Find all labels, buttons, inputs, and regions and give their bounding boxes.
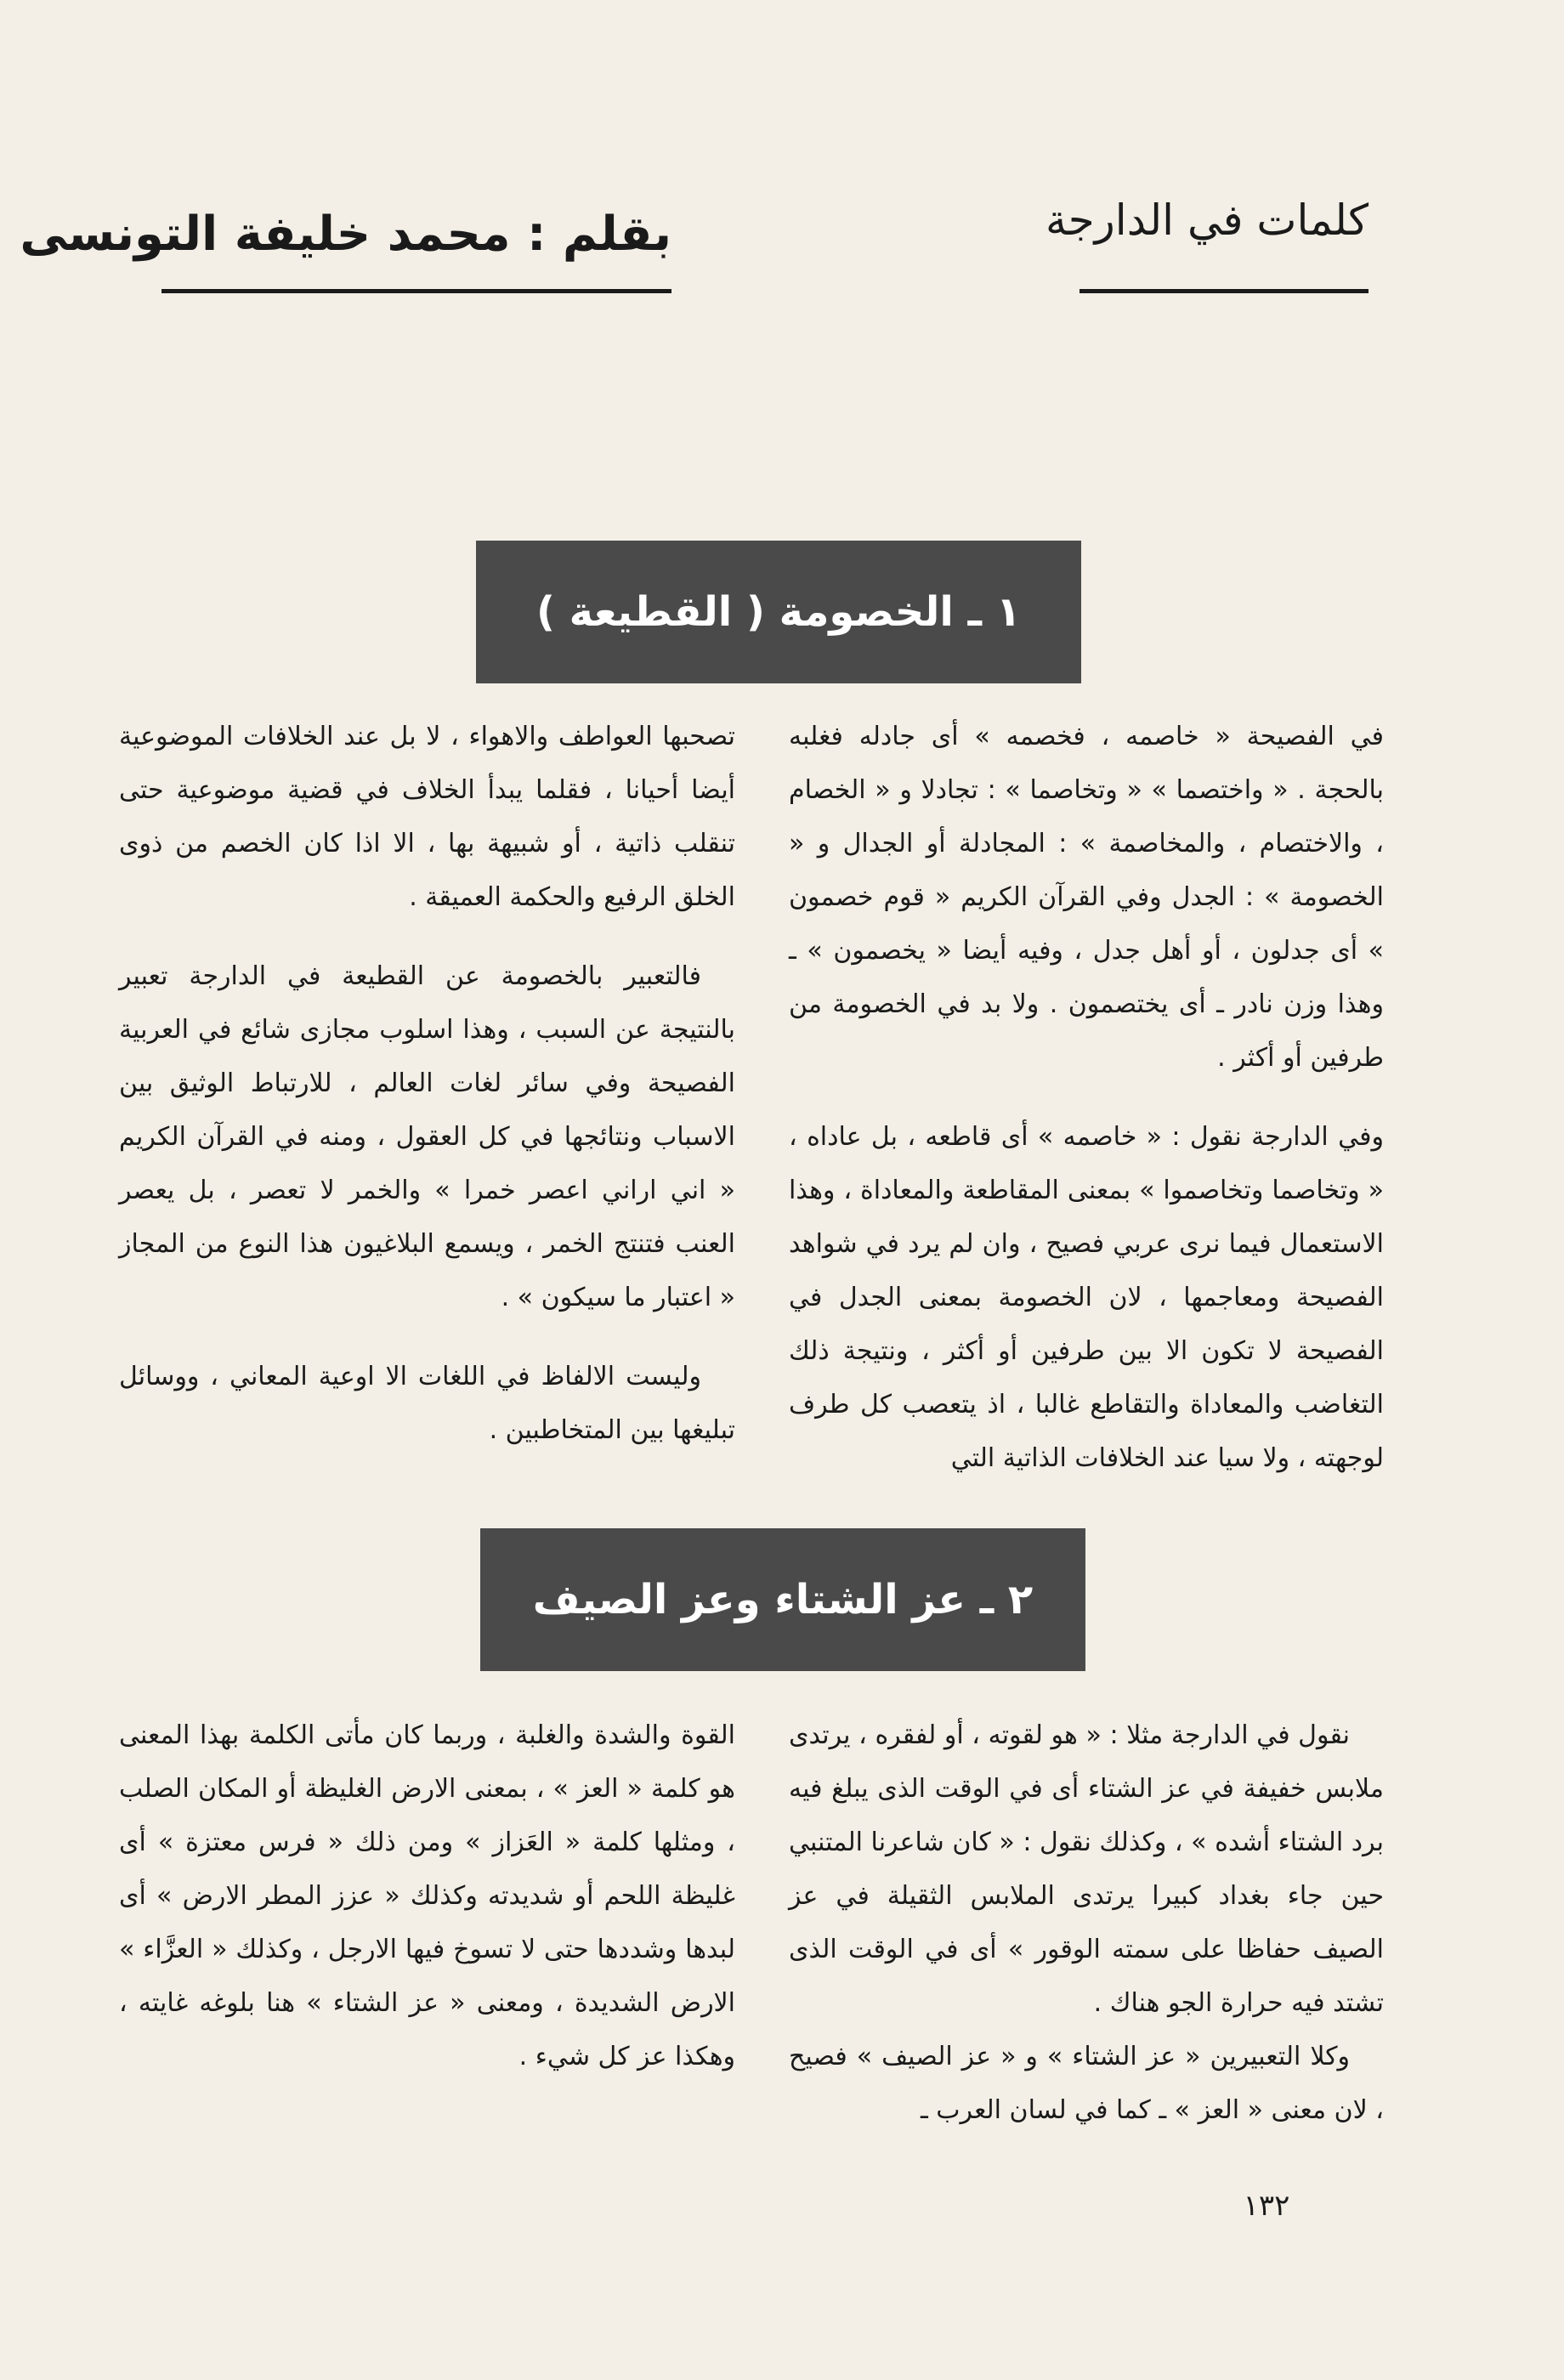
paragraph: نقول في الدارجة مثلا : « هو لقوته ، أو لفقره ، يرتدى ملابس خفيفة في عز الشتاء أى في الوقت الذى يبلغ فيه برد الشتاء أشده » ، وكذلك نقول : « كان شاعرنا المتنبي حين جاء بغداد كبيرا يرتدى الملابس الثقيلة في عز الصيف حفاظا على سمته الوقور » أى في الوقت الذى تشتد فيه حرارة الجو هناك . <box>789 1720 1384 2018</box>
section-1-right-column <box>789 710 1384 1485</box>
author-byline-underline <box>162 289 672 293</box>
section-2-right-column <box>789 1708 1384 2137</box>
section-2-left-column <box>119 1708 735 2083</box>
series-title-underline <box>1080 289 1368 293</box>
paragraph: وفي الدارجة نقول : « خاصمه » أى قاطعه ، بل عاداه ، « وتخاصما وتخاصموا » بمعنى المقاطعة والمعاداة ، وهذا الاستعمال فيما نرى عربي فصيح ، وان لم يرد في شواهد الفصيحة ومعاجمها ، لان الخصومة بمعنى الجدل في الفصيحة لا تكون الا بين طرفين أو أكثر ، ونتيجة ذلك التغاضب والمعاداة والتقاطع غالبا ، اذ يتعصب كل طرف لوجهته ، ولا سيا عند الخلافات الذاتية التي <box>789 1122 1384 1473</box>
section-1-heading: ١ ـ الخصومة ( القطيعة ) <box>476 541 1081 683</box>
paragraph: وكلا التعبيرين « عز الشتاء » و « عز الصيف » فصيح ، لان معنى « العز » ـ كما في لسان العرب ـ <box>789 2042 1384 2125</box>
page-number: ١٣٢ <box>1243 2189 1290 2223</box>
section-2-heading: ٢ ـ عز الشتاء وعز الصيف <box>480 1528 1085 1671</box>
paragraph: تصحبها العواطف والاهواء ، لا بل عند الخلافات الموضوعية أيضا أحيانا ، فقلما يبدأ الخلاف في قضية موضوعية حتى تنقلب ذاتية ، أو شبيهة بها ، الا اذا كان الخصم من ذوى الخلق الرفيع والحكمة العميقة . <box>119 722 735 912</box>
paragraph: القوة والشدة والغلبة ، وربما كان مأتى الكلمة بهذا المعنى هو كلمة « العز » ، بمعنى الارض الغليظة أو المكان الصلب ، ومثلها كلمة « العَزاز » ومن ذلك « فرس معتزة » أى غليظة اللحم أو شديدته وكذلك « عزز المطر الارض » أى لبدها وشددها حتى لا تسوخ فيها الارجل ، وكذلك « العزَّاء » الارض الشديدة ، ومعنى « عز الشتاء » هنا بلوغه غايته ، وهكذا عز كل شيء . <box>119 1720 735 2071</box>
author-byline: بقلم : محمد خليفة التونسى <box>20 207 672 262</box>
series-title: كلمات في الدارجة <box>1045 196 1368 245</box>
paragraph: فالتعبير بالخصومة عن القطيعة في الدارجة تعبير بالنتيجة عن السبب ، وهذا اسلوب مجازى شائع في العربية الفصيحة وفي سائر لغات العالم ، للارتباط الوثيق بين الاسباب ونتائجها في كل العقول ، ومنه في القرآن الكريم « اني اراني اعصر خمرا » والخمر لا تعصر ، بل يعصر العنب فتنتج الخمر ، ويسمع البلاغيون هذا النوع من المجاز « اعتبار ما سيكون » . <box>119 961 735 1312</box>
paragraph: في الفصيحة « خاصمه ، فخصمه » أى جادله فغلبه بالحجة . « واختصما » « وتخاصما » : تجادلا و « الخصام ، والاختصام ، والمخاصمة » : المجادلة أو الجدال و « الخصومة » : الجدل وفي القرآن الكريم « قوم خصمون » أى جدلون ، أو أهل جدل ، وفيه أيضا « يخصمون » ـ وهذا وزن نادر ـ أى يختصمون . ولا بد في الخصومة من طرفين أو أكثر . <box>789 722 1384 1073</box>
section-1-left-column <box>119 710 735 1457</box>
paragraph: وليست الالفاظ في اللغات الا اوعية المعاني ، ووسائل تبليغها بين المتخاطبين . <box>119 1362 735 1445</box>
